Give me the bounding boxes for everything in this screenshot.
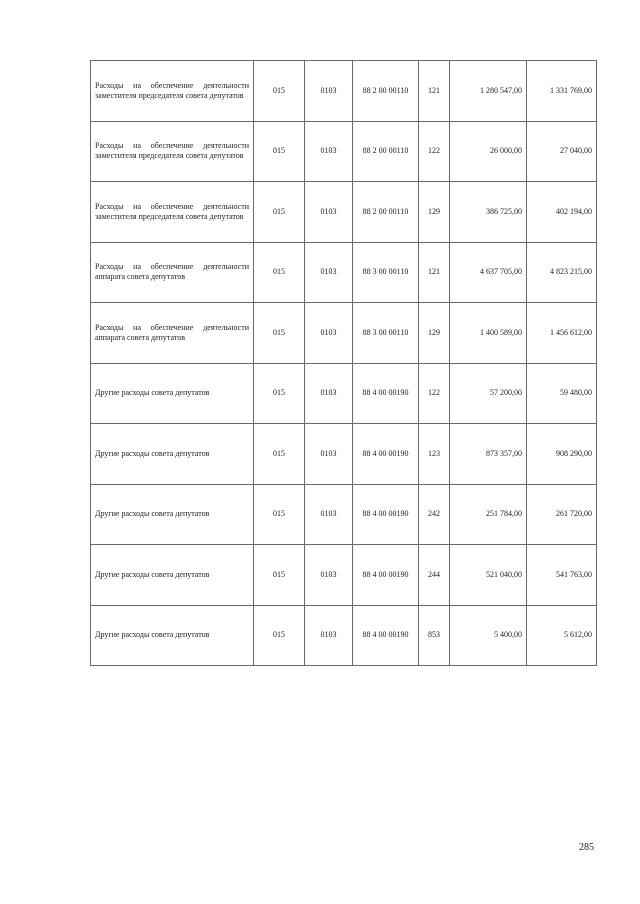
amount-year1-cell: 5 400,00 <box>450 605 527 666</box>
amount-year2-cell: 402 194,00 <box>527 182 597 243</box>
table-row <box>91 545 597 606</box>
amount-year1-cell: 26 000,00 <box>450 121 527 182</box>
page-number: 285 <box>579 842 594 853</box>
description-cell: Другие расходы совета депутатов <box>91 424 254 485</box>
amount-year1-cell: 251 784,00 <box>450 484 527 545</box>
target-article-cell: 88 4 00 00190 <box>353 424 419 485</box>
table-row <box>91 484 597 545</box>
amount-year1-cell: 386 725,00 <box>450 182 527 243</box>
section-code-cell: 0103 <box>305 363 353 424</box>
department-code-cell: 015 <box>254 424 305 485</box>
amount-year2-cell: 1 331 769,00 <box>527 61 597 122</box>
description-cell: Расходы на обеспечение деятельности заместителя председателя совета депутатов <box>91 121 254 182</box>
expense-type-cell: 853 <box>419 605 450 666</box>
section-code-cell: 0103 <box>305 303 353 364</box>
target-article-cell: 88 2 00 00110 <box>353 182 419 243</box>
expense-type-cell: 242 <box>419 484 450 545</box>
description-cell: Расходы на обеспечение деятельности аппарата совета депутатов <box>91 303 254 364</box>
amount-year2-cell: 5 612,00 <box>527 605 597 666</box>
expense-type-cell: 122 <box>419 363 450 424</box>
description-cell: Расходы на обеспечение деятельности заместителя председателя совета депутатов <box>91 182 254 243</box>
target-article-cell: 88 3 00 00110 <box>353 242 419 303</box>
target-article-cell: 88 4 00 00190 <box>353 605 419 666</box>
amount-year2-cell: 4 823 215,00 <box>527 242 597 303</box>
section-code-cell: 0103 <box>305 484 353 545</box>
department-code-cell: 015 <box>254 545 305 606</box>
amount-year2-cell: 541 763,00 <box>527 545 597 606</box>
amount-year1-cell: 1 400 589,00 <box>450 303 527 364</box>
target-article-cell: 88 4 00 00190 <box>353 363 419 424</box>
section-code-cell: 0103 <box>305 182 353 243</box>
section-code-cell: 0103 <box>305 545 353 606</box>
amount-year2-cell: 59 480,00 <box>527 363 597 424</box>
section-code-cell: 0103 <box>305 424 353 485</box>
table-row <box>91 182 597 243</box>
target-article-cell: 88 2 00 00110 <box>353 61 419 122</box>
department-code-cell: 015 <box>254 61 305 122</box>
amount-year1-cell: 1 280 547,00 <box>450 61 527 122</box>
amount-year1-cell: 4 637 705,00 <box>450 242 527 303</box>
table-row <box>91 424 597 485</box>
expense-type-cell: 121 <box>419 61 450 122</box>
amount-year2-cell: 27 040,00 <box>527 121 597 182</box>
target-article-cell: 88 2 00 00110 <box>353 121 419 182</box>
target-article-cell: 88 3 00 00110 <box>353 303 419 364</box>
description-cell: Расходы на обеспечение деятельности заместителя председателя совета депутатов <box>91 61 254 122</box>
department-code-cell: 015 <box>254 605 305 666</box>
table-row <box>91 363 597 424</box>
description-cell: Другие расходы совета депутатов <box>91 605 254 666</box>
table-row <box>91 605 597 666</box>
expense-type-cell: 123 <box>419 424 450 485</box>
expense-type-cell: 129 <box>419 303 450 364</box>
description-cell: Расходы на обеспечение деятельности аппарата совета депутатов <box>91 242 254 303</box>
budget-table <box>90 60 597 666</box>
section-code-cell: 0103 <box>305 61 353 122</box>
amount-year2-cell: 261 720,00 <box>527 484 597 545</box>
table-row <box>91 61 597 122</box>
expense-type-cell: 122 <box>419 121 450 182</box>
section-code-cell: 0103 <box>305 121 353 182</box>
table-row <box>91 242 597 303</box>
department-code-cell: 015 <box>254 484 305 545</box>
department-code-cell: 015 <box>254 303 305 364</box>
description-cell: Другие расходы совета депутатов <box>91 363 254 424</box>
table-row <box>91 121 597 182</box>
amount-year2-cell: 908 290,00 <box>527 424 597 485</box>
department-code-cell: 015 <box>254 242 305 303</box>
expense-type-cell: 244 <box>419 545 450 606</box>
target-article-cell: 88 4 00 00190 <box>353 484 419 545</box>
description-cell: Другие расходы совета депутатов <box>91 484 254 545</box>
department-code-cell: 015 <box>254 363 305 424</box>
table-body <box>91 61 597 666</box>
amount-year2-cell: 1 456 612,00 <box>527 303 597 364</box>
department-code-cell: 015 <box>254 121 305 182</box>
section-code-cell: 0103 <box>305 605 353 666</box>
section-code-cell: 0103 <box>305 242 353 303</box>
amount-year1-cell: 57 200,00 <box>450 363 527 424</box>
description-cell: Другие расходы совета депутатов <box>91 545 254 606</box>
expense-type-cell: 129 <box>419 182 450 243</box>
target-article-cell: 88 4 00 00190 <box>353 545 419 606</box>
table-row <box>91 303 597 364</box>
expense-type-cell: 121 <box>419 242 450 303</box>
amount-year1-cell: 521 040,00 <box>450 545 527 606</box>
department-code-cell: 015 <box>254 182 305 243</box>
amount-year1-cell: 873 357,00 <box>450 424 527 485</box>
